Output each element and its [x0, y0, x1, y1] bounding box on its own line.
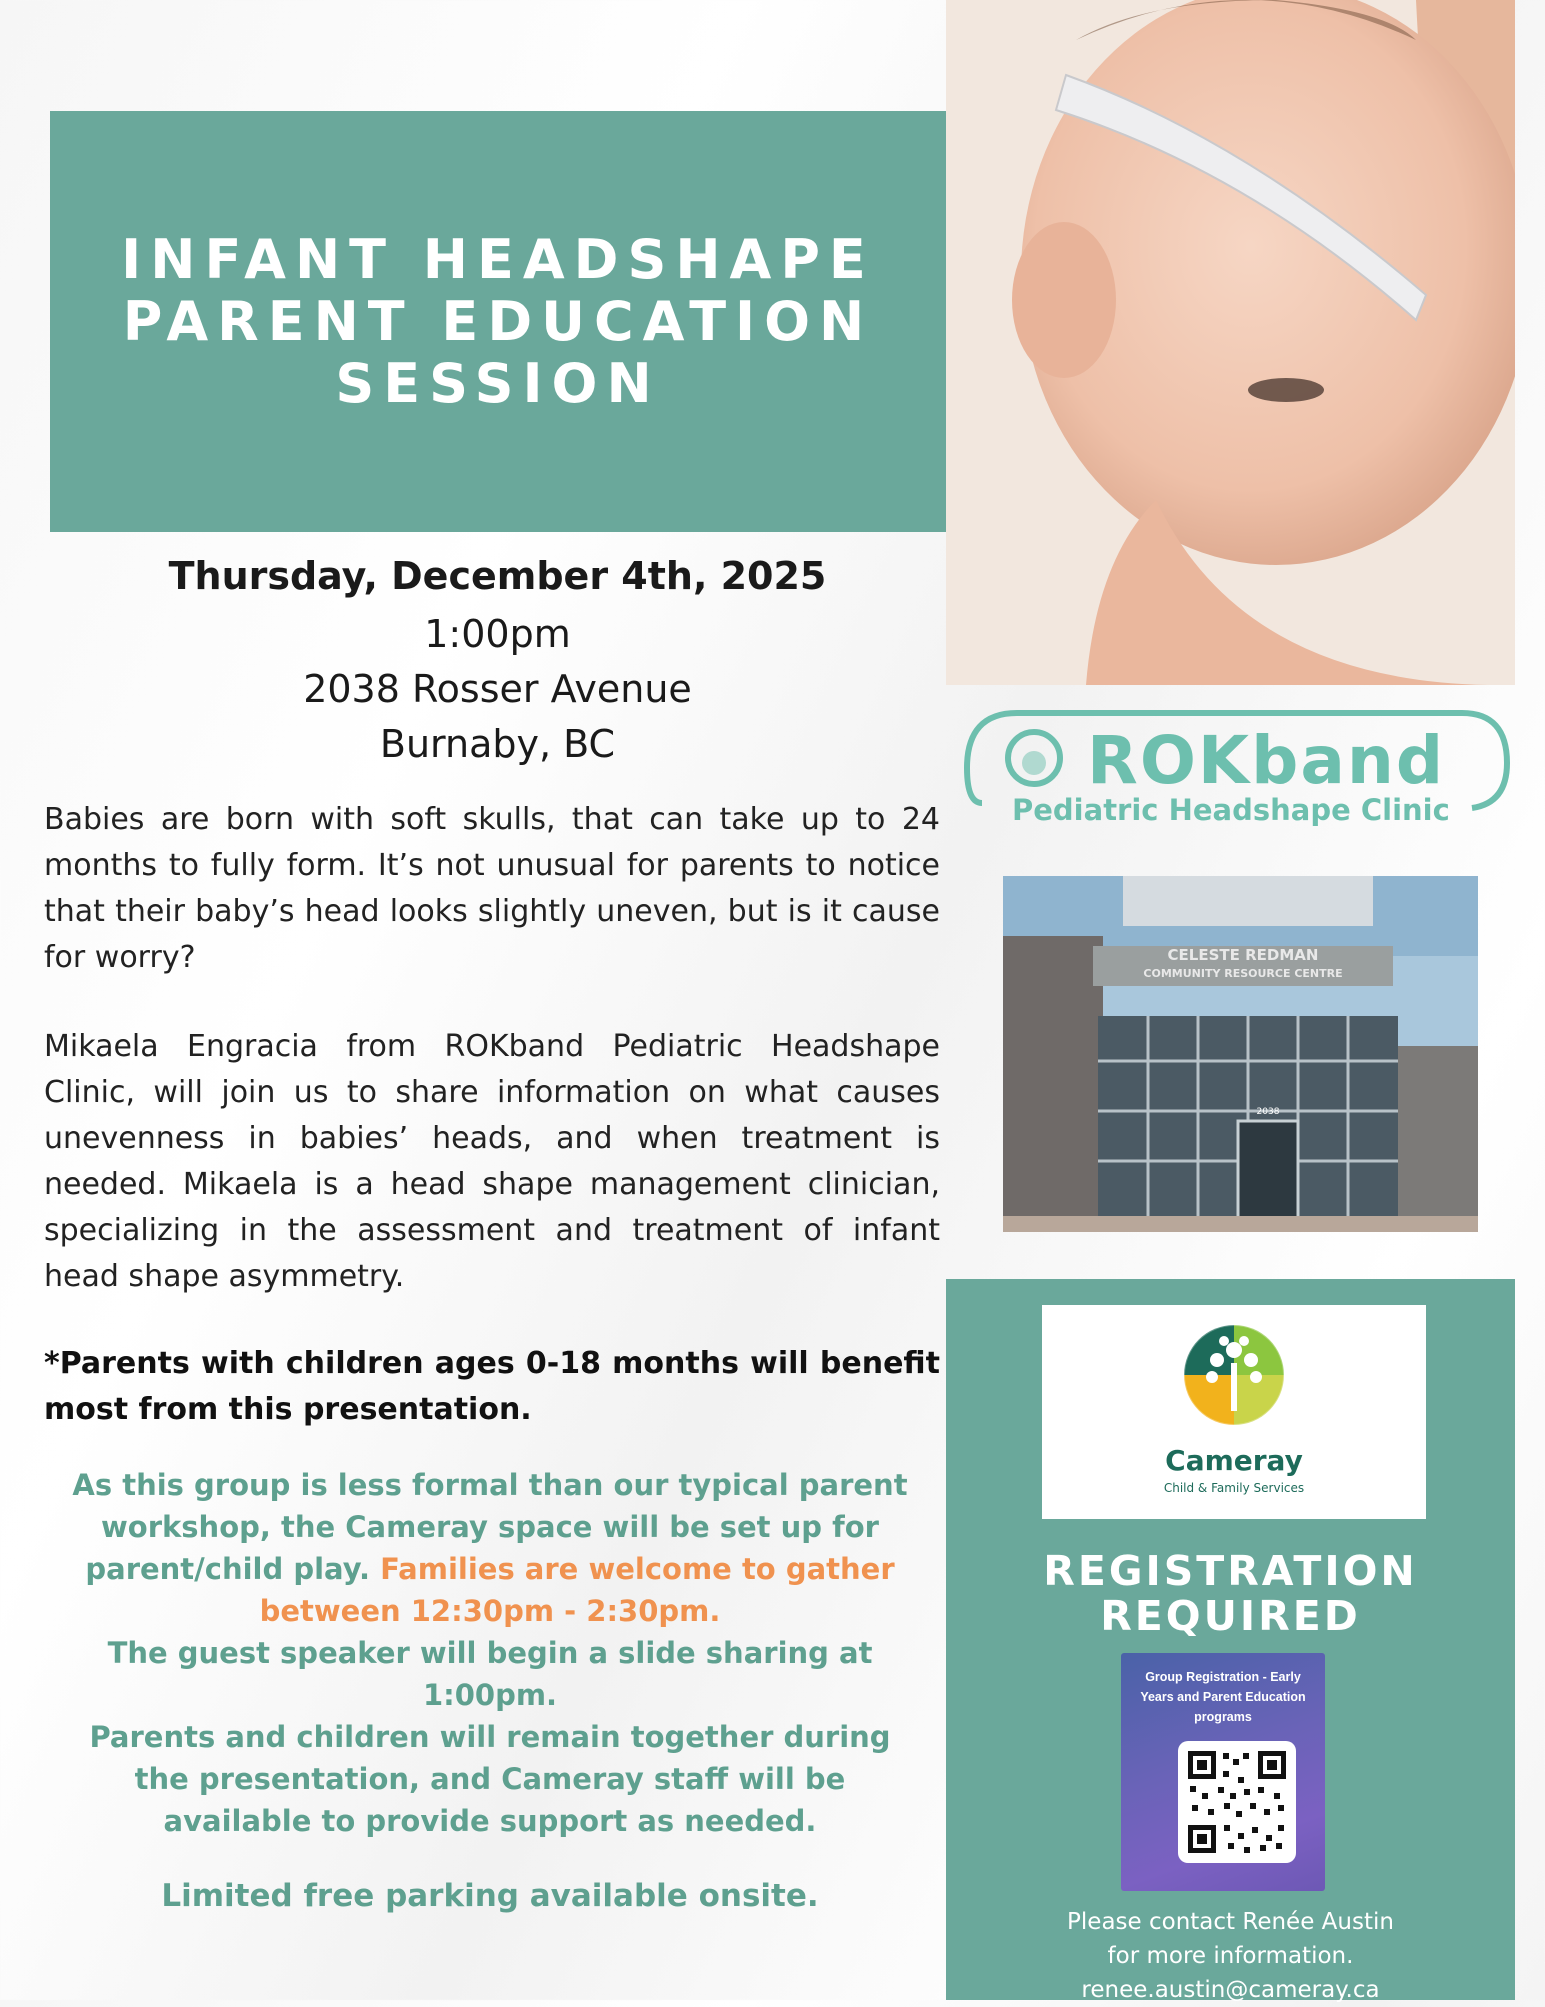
- baby-eye-shape: [1248, 378, 1324, 402]
- qr-caption: Group Registration - Early Years and Parent Education programs: [1140, 1670, 1306, 1724]
- title-banner: [50, 111, 946, 532]
- info-gather-orange: Families are welcome to gather between 12:30pm - 2:30pm.: [259, 1552, 895, 1628]
- building-left-wall: [1003, 936, 1103, 1226]
- speaker-paragraph: Mikaela Engracia from ROKband Pediatric Headshape Clinic, will join us to share information on what causes unevenness in babies’ heads, and when treatment is needed. Mikaela is a head shape management clinician, specializing in the assessment and treatment of infant head shape asymmetry.: [44, 1029, 940, 1294]
- registration-panel: [946, 1279, 1515, 2003]
- event-time: 1:00pm: [424, 612, 571, 656]
- event-date: Thursday, December 4th, 2025: [168, 554, 827, 598]
- building-sign-line1: CELESTE REDMAN: [1167, 946, 1319, 964]
- contact-line1: Please contact Renée Austin: [1067, 1909, 1394, 1935]
- event-address: 2038 Rosser Avenue: [303, 667, 692, 711]
- parking-note: Limited free parking available onsite.: [161, 1878, 819, 1914]
- rokband-tagline: Pediatric Headshape Clinic: [1012, 793, 1450, 827]
- cameray-name: Cameray: [1165, 1444, 1303, 1477]
- info-speaker-time: The guest speaker will begin a slide sharing at 1:00pm.: [107, 1636, 873, 1712]
- building-number: 2038: [1256, 1107, 1280, 1117]
- registration-heading: REGISTRATION REQUIRED: [1043, 1547, 1418, 1640]
- event-city: Burnaby, BC: [379, 722, 616, 766]
- rokband-name: ROKband: [1087, 722, 1446, 799]
- qr-code-icon[interactable]: [1178, 1741, 1296, 1863]
- contact-info: [946, 1905, 1515, 2007]
- info-play-green: As this group is less formal than our typical parent workshop, the Cameray space will be set up for parent/child play.: [72, 1468, 908, 1586]
- building-entrance-door: [1238, 1121, 1298, 1221]
- page-title: INFANT HEADSHAPE PARENT EDUCATION SESSION: [121, 227, 875, 415]
- info-play-text: [60, 1464, 920, 1632]
- cameray-logo: [1042, 1305, 1426, 1519]
- audience-note: *Parents with children ages 0-18 months will benefit most from this presentation.: [44, 1346, 940, 1427]
- community-centre-photo: [1003, 876, 1478, 1232]
- info-block: [60, 1464, 920, 1842]
- contact-email-link[interactable]: renee.austin@cameray.ca: [1081, 1977, 1380, 2003]
- registration-qr-card[interactable]: [1121, 1653, 1325, 1891]
- cameray-tagline: Child & Family Services: [1163, 1481, 1305, 1495]
- info-together: Parents and children will remain together during the presentation, and Cameray staff will be available to provide support as needed.: [89, 1720, 891, 1838]
- building-sign-line2: COMMUNITY RESOURCE CENTRE: [1143, 967, 1343, 980]
- baby-photo-illustration: [946, 0, 1515, 685]
- rokband-logo: [962, 708, 1517, 828]
- baby-head-measurement-photo: [946, 0, 1515, 685]
- intro-paragraph: Babies are born with soft skulls, that can take up to 24 months to fully form. It’s not unusual for parents to notice that their baby’s head looks slightly uneven, but is it cause for worry?: [44, 802, 940, 975]
- contact-line2: for more information.: [1107, 1943, 1354, 1969]
- baby-ear-shape: [1012, 222, 1116, 378]
